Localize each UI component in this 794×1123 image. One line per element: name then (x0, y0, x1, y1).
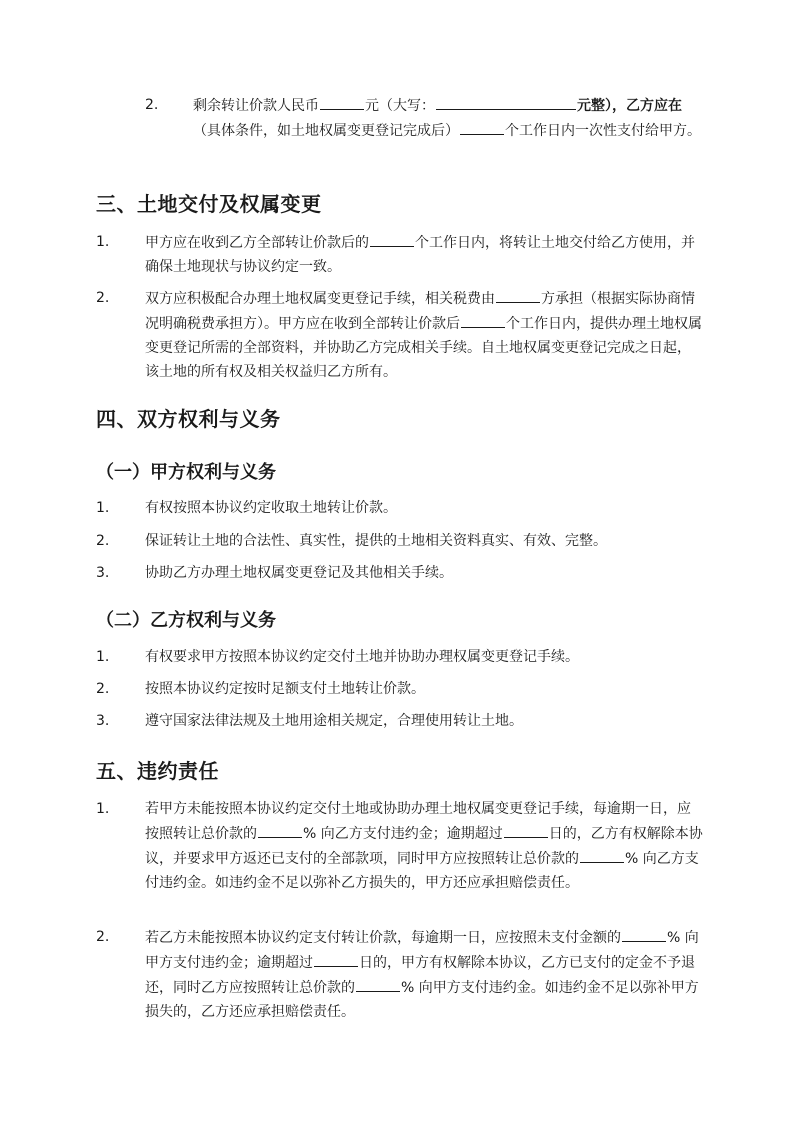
list-item (96, 925, 706, 1025)
item-text (145, 925, 703, 1024)
list-number: 3. (96, 565, 110, 581)
blank-field[interactable] (580, 846, 624, 863)
item-text-part: 若甲方未能按照本协议约定交付土地或协助办理土地权属变更登记手续，每逾期一日，应按照转让总价款的 (145, 801, 691, 842)
list-number: 2. (96, 290, 110, 306)
item-text-part: % 向乙方支付违约金。如违约金不足以弥补乙方损失的，甲方还应承担赔偿责任。 (145, 851, 699, 891)
section-heading: 五、违约责任 (96, 759, 219, 783)
blank-field[interactable] (314, 950, 358, 967)
item-text: 遵守国家法律法规及土地用途相关规定，合理使用转让土地。 (145, 713, 523, 729)
blank-field[interactable] (370, 230, 414, 247)
section-heading: 四、双方权利与义务 (96, 407, 281, 431)
blank-field[interactable] (504, 821, 548, 838)
list-number: 1. (96, 649, 110, 665)
clause-text-part: 个工作日内一次性支付给甲方。 (505, 123, 701, 139)
blank-field[interactable] (436, 93, 576, 110)
item-text (145, 797, 703, 895)
blank-field[interactable] (356, 975, 400, 992)
list-item (96, 561, 706, 585)
list-item (96, 797, 706, 917)
item-text-part: 方承担（根据实际协商情况明确税费承担方）。甲方应在收到全部转让价款后 (145, 291, 695, 332)
list-item (96, 529, 706, 553)
list-number: 3. (96, 713, 110, 729)
item-text-part: 日的，乙方有权解除本协议，并要求甲方返还已支付的全部款项，同时甲方应按照转让总价款的 (145, 826, 703, 867)
item-text-part: 个工作日内，将转让土地交付给乙方使用，并确保土地现状与协议约定一致。 (145, 235, 695, 275)
subsection-heading: （二）乙方权利与义务 (96, 610, 276, 631)
blank-field[interactable] (460, 118, 504, 135)
list-number: 2. (96, 929, 110, 945)
item-text: 协助乙方办理土地权属变更登记及其他相关手续。 (145, 565, 453, 581)
list-item (96, 286, 706, 386)
clause-2-remaining-payment (145, 93, 705, 173)
blank-field[interactable] (258, 821, 302, 838)
item-text-part: 双方应积极配合办理土地权属变更登记手续，相关税费由 (145, 291, 495, 307)
section-heading: 三、土地交付及权属变更 (96, 192, 322, 216)
item-text (145, 230, 703, 279)
item-text-part: 甲方应在收到乙方全部转让价款后的 (145, 235, 369, 251)
list-number: 2. (145, 97, 159, 113)
blank-field[interactable] (320, 93, 364, 110)
list-number: 2. (96, 681, 110, 697)
blank-field[interactable] (461, 311, 505, 328)
item-text-part: % 向乙方支付违约金；逾期超过 (303, 826, 503, 842)
clause-text-part: 剩余转让价款人民币 (193, 98, 319, 114)
item-text (145, 286, 703, 384)
list-item (96, 496, 706, 520)
item-text-part: 日的，甲方有权解除本协议，乙方已支付的定金不予退还，同时乙方应按照转让总价款的 (145, 955, 695, 996)
subsection-heading: （一）甲方权利与义务 (96, 462, 276, 483)
list-item (96, 677, 706, 701)
list-number: 1. (96, 234, 110, 250)
blank-field[interactable] (622, 925, 666, 942)
item-text: 保证转让土地的合法性、真实性，提供的土地相关资料真实、有效、完整。 (145, 533, 607, 549)
list-number: 1. (96, 801, 110, 817)
clause-text (193, 93, 703, 143)
list-item (96, 709, 706, 733)
item-text-part: 个工作日内，提供办理土地权属变更登记所需的全部资料，并协助乙方完成相关手续。自土地权属变更登记完成之日起，该土地的所有权及相关权益归乙方所有。 (145, 316, 702, 380)
item-text-part: % 向甲方支付违约金。如违约金不足以弥补甲方损失的，乙方还应承担赔偿责任。 (145, 980, 699, 1020)
clause-text-part: 元（大写： (365, 98, 435, 114)
list-number: 2. (96, 533, 110, 549)
list-item (96, 230, 706, 280)
item-text-part: 若乙方未能按照本协议约定支付转让价款，每逾期一日，应按照未支付金额的 (145, 930, 621, 946)
item-text: 按照本协议约定按时足额支付土地转让价款。 (145, 681, 425, 697)
clause-text-part: 元整），乙方应在 (577, 98, 682, 114)
list-number: 1. (96, 500, 110, 516)
item-text: 有权要求甲方按照本协议约定交付土地并协助办理权属变更登记手续。 (145, 649, 579, 665)
blank-field[interactable] (496, 286, 540, 303)
list-item (96, 645, 706, 669)
clause-text-part: （具体条件，如土地权属变更登记完成后） (193, 123, 459, 139)
item-text: 有权按照本协议约定收取土地转让价款。 (145, 500, 397, 516)
item-text-part: % 向甲方支付违约金；逾期超过 (145, 930, 699, 971)
